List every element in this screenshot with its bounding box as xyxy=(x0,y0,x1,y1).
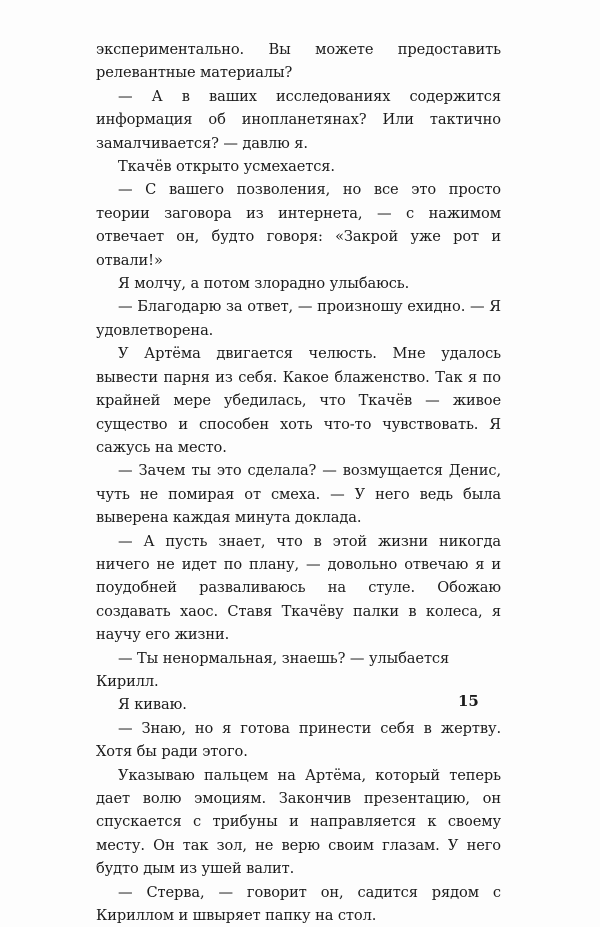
paragraph: У Артёма двигается челюсть. Мне удалось вывести парня из себя. Какое блаженство. Так я по крайней мере убедилась, что Ткачёв — живое существо и способен хоть что-то чувствовать. Я сажусь на место. xyxy=(96,345,501,456)
paragraph: — С вашего позволения, но все это просто теории заговора из интернета, — с нажимом отвечает он, будто говоря: «Закрой уже рот и отвали!» xyxy=(96,181,501,269)
paragraph: — А в ваших исследованиях содержится информация об инопланетянах? Или тактично замалчивается? — давлю я. xyxy=(96,87,501,152)
page-number: 15 xyxy=(458,692,479,710)
paragraph: — Ты ненормальная, знаешь? — улыбается Кирилл. xyxy=(96,649,450,690)
paragraph: — А пусть знает, что в этой жизни никогда ничего не идет по плану, — довольно отвечаю я и поудобней разваливаюсь на стуле. Обожаю создавать хаос. Ставя Ткачёву палки в колеса, я научу его жизни. xyxy=(96,532,501,644)
paragraph: Ткачёв открыто усмехается. xyxy=(118,158,335,176)
paragraph: Указываю пальцем на Артёма, который теперь дает волю эмоциям. Закончив презентацию, он спускается с трибуны и направляется к своему месту. Он так зол, не верю своим глазам. У него будто дым из ушей валит. xyxy=(96,766,501,878)
body-text xyxy=(96,38,501,927)
paragraph: Я молчу, а потом злорадно улыбаюсь. xyxy=(118,275,410,293)
paragraph: — Благодарю за ответ, — произношу ехидно. — Я удовлетворена. xyxy=(96,298,501,339)
paragraph: — Стерва, — говорит он, садится рядом с Кириллом и швыряет папку на стол. xyxy=(96,883,501,925)
paragraph: — Знаю, но я готова принести себя в жертву. Хотя бы ради этого. xyxy=(96,719,501,761)
paragraph: — Зачем ты это сделала? — возмущается Денис, чуть не помирая от смеха. — У него ведь была выверена каждая минута доклада. xyxy=(96,462,501,527)
paragraph: экспериментально. Вы можете предоставить релевантные материалы? xyxy=(96,41,501,82)
paragraph: Я киваю. xyxy=(118,696,187,714)
